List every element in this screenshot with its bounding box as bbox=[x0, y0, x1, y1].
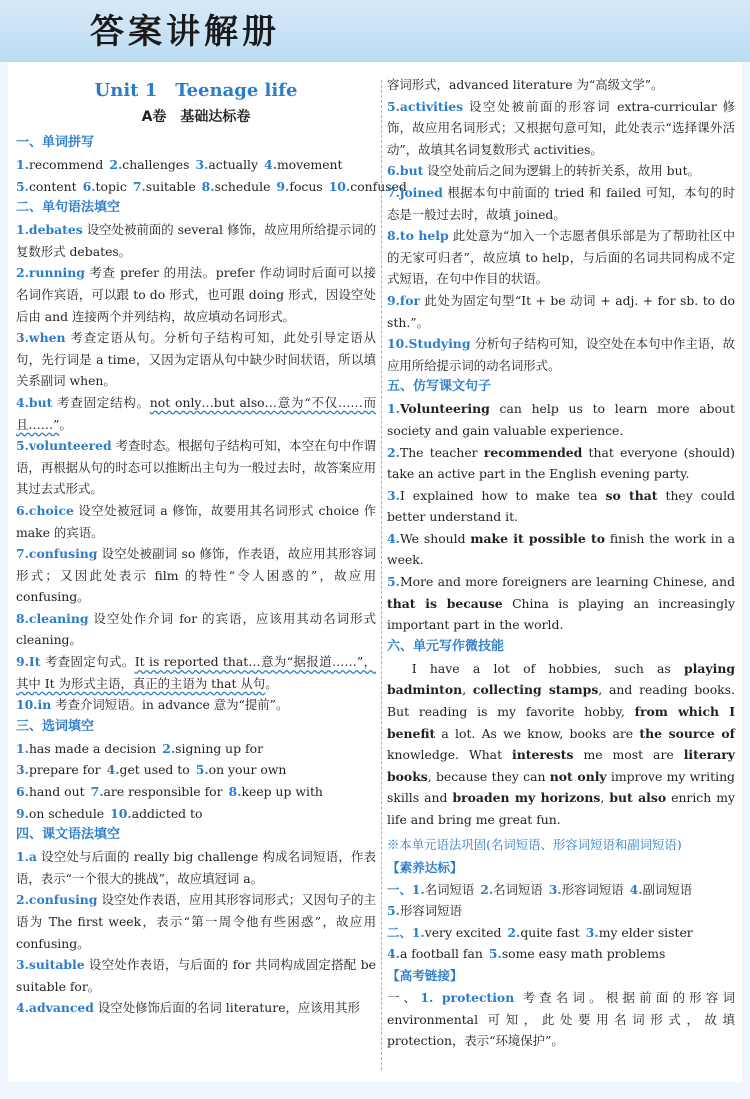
answer-text: 设空处作表语，应用其形容词形式；又因句子的主语为 The first week，表示“第一周令他有些困惑”，故应用 confusing。 bbox=[16, 892, 376, 951]
answer-text: 设空处作表语，与后面的 for 共同构成固定搭配 be suitable for。 bbox=[16, 957, 376, 994]
answer-row bbox=[16, 154, 376, 176]
answer-item bbox=[16, 651, 376, 694]
key-phrase: not only…but also…意为“不仅……而且……” bbox=[16, 394, 377, 432]
answer-item bbox=[387, 160, 735, 182]
answer-text: 考查时态。根据句子结构可知，本空在句中作谓语，再根据从句的时态可以推断出主句为一般过去时，故答案应用其过去式形式。 bbox=[16, 438, 376, 497]
answer-word: quite fast bbox=[520, 924, 580, 940]
answer-item bbox=[16, 262, 376, 327]
answer-entry bbox=[276, 176, 322, 198]
answer-number: 二、1. bbox=[387, 924, 425, 940]
answer-list bbox=[16, 846, 376, 1019]
key-phrase: broaden my horizons bbox=[452, 790, 601, 806]
answer-row bbox=[387, 879, 735, 901]
answer-entry bbox=[586, 922, 693, 944]
answer-text: 设空处被前面的形容词 extra-curricular 修饰，故应用名词形式；又根据句意可知，此处表示“选择课外活动”，故填其名词复数形式 activities。 bbox=[387, 98, 735, 157]
answer-word: keep up with bbox=[241, 784, 323, 800]
sentence-text: , and reading books. But reading is my favorite hobby, bbox=[387, 682, 735, 720]
answer-text: 此处意为“加入一个志愿者俱乐部是为了帮助社区中的无家可归者”，故应填 to help，与后面的名词共同构成不定式短语，在句中作目的状语。 bbox=[387, 228, 735, 287]
answer-item bbox=[387, 290, 735, 333]
answer-row bbox=[16, 759, 376, 781]
suyang-title: 【素养达标】 bbox=[387, 859, 463, 875]
answer-key: 7.confusing bbox=[16, 546, 98, 562]
answer-word: movement bbox=[276, 157, 343, 172]
answer-key: 2.confusing bbox=[16, 892, 98, 908]
key-phrase: the source of bbox=[639, 725, 735, 741]
answer-item bbox=[387, 182, 735, 225]
model-sentence bbox=[387, 571, 735, 636]
answer-key: 4.but bbox=[16, 394, 53, 410]
answer-number: 一、1. bbox=[387, 881, 425, 897]
answer-text: 考查 prefer 的用法。prefer 作动词时后面可以接名词作宾语，可以跟 to do 形式，也可跟 doing 形式，因设空处后由 and 连接两个并列结构，故应填动名词形式。 bbox=[16, 265, 376, 324]
answer-word: on schedule bbox=[28, 805, 105, 821]
answer-number: 1. bbox=[16, 157, 29, 172]
right-column bbox=[387, 74, 735, 1052]
answer-number: 10. bbox=[328, 178, 351, 194]
sentence-text: The teacher bbox=[399, 444, 484, 460]
answer-entry bbox=[16, 781, 85, 803]
answer-entry bbox=[229, 781, 323, 803]
sentence-text: , because they can bbox=[427, 768, 550, 784]
answer-word: signing up for bbox=[175, 740, 264, 756]
model-sentence bbox=[387, 485, 735, 528]
answer-word: prepare for bbox=[28, 762, 101, 778]
answer-entry bbox=[109, 154, 189, 176]
answer-text: 考查定语从句。分析句子结构可知，此处引导定语从句，先行词是 a time，又因为定语从句中缺少时间状语，所以填关系副词 when。 bbox=[16, 330, 377, 389]
answer-entry bbox=[630, 879, 693, 901]
sentence-text: they could better understand it. bbox=[387, 487, 735, 525]
key-phrase: playing badminton bbox=[387, 660, 735, 698]
writing-paragraph bbox=[387, 658, 735, 831]
answer-word: 名词短语 bbox=[493, 881, 543, 897]
answer-word: challenges bbox=[122, 157, 190, 172]
answer-entry bbox=[387, 943, 483, 965]
section-title-writing: 六、单元写作微技能 bbox=[387, 638, 505, 654]
answer-number: 7. bbox=[90, 784, 104, 800]
sentence-text: , bbox=[462, 682, 473, 698]
answer-word: 副词短语 bbox=[642, 881, 693, 897]
key-phrase: It is reported that…意为“据报道……”，其中 It 为形式主语，真正的主语为 that 从句 bbox=[16, 654, 376, 691]
answer-row bbox=[387, 943, 735, 965]
answer-key: 9.for bbox=[387, 292, 421, 308]
answer-word: some easy math problems bbox=[501, 946, 666, 962]
answer-word: addicted to bbox=[131, 805, 203, 821]
answer-number: 7. bbox=[132, 178, 146, 194]
answer-row bbox=[16, 803, 376, 825]
answer-number: 5. bbox=[16, 178, 29, 194]
answer-word: are responsible for bbox=[103, 784, 223, 800]
answer-number: 1. bbox=[16, 740, 29, 756]
gaokao-title: 【高考链接】 bbox=[387, 967, 463, 983]
answer-key: 8.cleaning bbox=[16, 610, 89, 626]
answer-entry bbox=[195, 154, 258, 176]
grammar-review-title: ※本单元语法巩固(名词短语、形容词短语和副词短语) bbox=[387, 836, 682, 852]
key-phrase: from which I benefit bbox=[387, 704, 736, 741]
section-title-spelling: 一、单词拼写 bbox=[16, 135, 95, 150]
answer-number: 8. bbox=[201, 178, 215, 194]
answer-text: 分析句子结构可知，设空处在本句中作主语，故应用所给提示词的动名词形式。 bbox=[387, 336, 735, 373]
section-title-imitation: 五、仿写课文句子 bbox=[387, 379, 492, 395]
answer-text: 设空处被前面的 several 修饰，故应用所给提示词的复数形式 debates。 bbox=[16, 222, 376, 259]
answer-text: 此处为固定句型“It + be 动词 + adj. + for sb. to do sth.”。 bbox=[387, 292, 735, 330]
sentence-text: a lot. As we know, books are bbox=[435, 725, 640, 741]
sentence-number: 1. bbox=[387, 401, 400, 417]
answer-text: 设空处前后之间为逻辑上的转折关系，故用 but。 bbox=[427, 163, 700, 179]
paper-subtitle: A卷 基础达标卷 bbox=[141, 109, 251, 125]
answer-entry bbox=[507, 922, 579, 944]
sentence-text: More and more foreigners are learning Chinese, and bbox=[399, 574, 735, 590]
model-sentence bbox=[387, 398, 735, 441]
section-title-grammar-fill: 二、单句语法填空 bbox=[16, 200, 121, 216]
answer-text: 考查介词短语。in advance 意为“提前”。 bbox=[55, 697, 289, 713]
answer-number: 2. bbox=[109, 157, 123, 172]
answer-item bbox=[16, 327, 376, 392]
sentence-text: We should bbox=[399, 530, 471, 546]
answer-key: 4.advanced bbox=[16, 1000, 94, 1016]
answer-number: 3. bbox=[16, 762, 29, 778]
section-title-word-choice: 三、选词填空 bbox=[16, 718, 95, 734]
answer-key: 5.volunteered bbox=[16, 438, 112, 454]
answer-entry bbox=[480, 879, 543, 901]
answer-number: 3. bbox=[195, 157, 209, 172]
answer-item bbox=[387, 96, 735, 161]
answer-page bbox=[8, 62, 742, 1082]
sentence-text: I explained how to make tea bbox=[399, 487, 606, 503]
answer-number: 5. bbox=[387, 903, 400, 919]
sentence-text: improve my writing skills and bbox=[387, 768, 735, 806]
answer-item bbox=[16, 392, 376, 435]
answer-prefix: 一、 bbox=[387, 989, 421, 1005]
model-sentence bbox=[387, 442, 735, 485]
answer-item bbox=[16, 608, 376, 651]
answer-number: 9. bbox=[16, 805, 29, 821]
answer-word: a football fan bbox=[399, 946, 483, 962]
answer-number: 2. bbox=[480, 881, 494, 897]
answer-item bbox=[16, 846, 376, 889]
page-title: 答案讲解册 bbox=[90, 12, 280, 52]
answer-number: 5. bbox=[488, 946, 502, 962]
answer-item bbox=[16, 543, 376, 608]
answer-item bbox=[16, 694, 376, 716]
continued-text: 容词形式，advanced literature 为“高级文学”。 bbox=[387, 77, 664, 92]
answer-word: content bbox=[28, 178, 77, 194]
answer-text: 设空处与后面的 really big challenge 构成名词短语，作表语，表示“一个很大的挑战”，故应填冠词 a。 bbox=[16, 849, 376, 886]
answer-item bbox=[387, 333, 735, 376]
answer-entry bbox=[107, 759, 190, 781]
sentence-text: finish the work in a week. bbox=[387, 530, 735, 568]
answer-item bbox=[16, 997, 376, 1019]
answer-text: 考查名词。根据前面的形容词 environmental 可知，此处要用名词形式，故填 protection，表示“环境保护”。 bbox=[387, 989, 735, 1049]
answer-entry bbox=[387, 879, 474, 901]
key-phrase: Volunteering bbox=[399, 401, 490, 417]
answer-entry bbox=[16, 176, 77, 198]
answer-entry bbox=[196, 759, 287, 781]
answer-word: 形容词短语 bbox=[399, 903, 462, 919]
answer-entry bbox=[387, 922, 501, 944]
answer-key: 8.to help bbox=[387, 228, 449, 244]
answer-word: schedule bbox=[214, 178, 271, 194]
answer-item bbox=[16, 435, 376, 500]
answer-entry bbox=[202, 176, 271, 198]
answer-word: hand out bbox=[28, 784, 85, 800]
answer-word: topic bbox=[95, 178, 127, 194]
answer-key: 2.running bbox=[16, 265, 85, 281]
answer-text: 设空处被冠词 a 修饰，故要用其名词形式 choice 作 make 的宾语。 bbox=[16, 502, 376, 540]
answer-number: 4. bbox=[264, 157, 277, 172]
answer-list bbox=[387, 96, 735, 377]
answer-entry bbox=[387, 900, 462, 922]
answer-row bbox=[16, 738, 376, 760]
answer-number: 4. bbox=[629, 881, 643, 897]
answer-key: 6.but bbox=[387, 163, 424, 179]
answer-number: 2. bbox=[507, 924, 521, 940]
answer-text: 设空处修饰后面的名词 literature，应该用其形 bbox=[97, 1000, 360, 1016]
sentence-number: 5. bbox=[387, 574, 400, 590]
answer-number: 8. bbox=[228, 784, 242, 800]
answer-key: 5.activities bbox=[387, 98, 464, 114]
answer-word: get used to bbox=[119, 762, 190, 778]
answer-number: 4. bbox=[106, 762, 120, 778]
answer-item bbox=[387, 225, 735, 290]
key-phrase: so that bbox=[605, 487, 658, 503]
sentence-text: China is playing an increasingly important part in the world. bbox=[387, 595, 735, 633]
answer-key: 1.a bbox=[16, 849, 37, 865]
sentence-number: 4. bbox=[387, 530, 400, 546]
answer-number: 10. bbox=[110, 805, 132, 821]
answer-row bbox=[387, 922, 735, 944]
answer-entry bbox=[16, 738, 156, 760]
answer-text: 。 bbox=[59, 416, 72, 432]
answer-list bbox=[16, 435, 376, 651]
answer-entry bbox=[91, 781, 223, 803]
answer-word: focus bbox=[289, 178, 323, 194]
answer-word: on your own bbox=[208, 762, 287, 778]
answer-row bbox=[16, 176, 407, 198]
answer-word: suitable bbox=[145, 178, 196, 194]
answer-item bbox=[16, 219, 376, 262]
answer-key: 10.in bbox=[16, 697, 52, 713]
sentence-text: knowledge. What bbox=[387, 747, 513, 763]
answer-entry bbox=[83, 176, 127, 198]
answer-word: very excited bbox=[424, 924, 502, 940]
answer-key: 6.choice bbox=[16, 502, 74, 518]
answer-word: 名词短语 bbox=[424, 881, 475, 897]
answer-key: 9.It bbox=[16, 654, 41, 670]
model-sentence bbox=[387, 528, 735, 571]
sentence-number: 3. bbox=[387, 487, 400, 503]
sentence-text: I have a lot of hobbies, such as bbox=[411, 660, 685, 676]
answer-text: 。 bbox=[265, 675, 278, 691]
answer-entry bbox=[133, 176, 196, 198]
header-banner bbox=[0, 0, 750, 62]
answer-key: 1.debates bbox=[16, 222, 83, 238]
sentence-text: , bbox=[600, 790, 610, 806]
answer-key: 3.suitable bbox=[16, 957, 85, 973]
answer-text: 考查固定结构。 bbox=[57, 394, 150, 410]
answer-number: 3. bbox=[548, 881, 562, 897]
sentence-list bbox=[387, 398, 735, 636]
answer-text: 根据本句中前面的 tried 和 failed 可知，本句的时态是一般过去时，故填 joined。 bbox=[387, 184, 735, 222]
answer-item bbox=[16, 889, 376, 954]
key-phrase: not only bbox=[549, 768, 607, 784]
answer-entry bbox=[16, 803, 104, 825]
answer-word: recommend bbox=[28, 157, 104, 172]
answer-entry bbox=[16, 759, 101, 781]
answer-number: 2. bbox=[162, 740, 176, 756]
answer-entry bbox=[110, 803, 202, 825]
key-phrase: but also bbox=[609, 790, 667, 806]
answer-number: 6. bbox=[82, 178, 96, 194]
answer-list bbox=[16, 219, 376, 392]
key-phrase: interests bbox=[512, 747, 574, 763]
answer-text: 设空处被副词 so 修饰，作表语，故应用其形容词形式；又因此处表示 film 的特性“令人困惑的”，故应用 confusing。 bbox=[16, 546, 376, 605]
answer-word: actually bbox=[208, 157, 258, 172]
section-title-text-grammar: 四、课文语法填空 bbox=[16, 827, 121, 843]
answer-key: 10.Studying bbox=[387, 336, 471, 352]
answer-word: 形容词短语 bbox=[561, 881, 624, 897]
answer-entry bbox=[16, 154, 103, 176]
answer-row bbox=[387, 900, 735, 922]
answer-word: confused bbox=[350, 178, 407, 194]
answer-key: 1. protection bbox=[420, 989, 515, 1005]
key-phrase: literary books bbox=[387, 747, 735, 784]
sentence-number: 2. bbox=[387, 444, 400, 460]
answer-entry bbox=[264, 154, 343, 176]
sentence-text: can help us to learn more about society and gain valuable experience. bbox=[387, 401, 735, 438]
answer-item bbox=[16, 954, 376, 997]
answer-item bbox=[16, 500, 376, 543]
answer-row bbox=[16, 781, 376, 803]
answer-number: 6. bbox=[16, 784, 29, 800]
answer-number: 4. bbox=[387, 946, 400, 962]
key-phrase: recommended bbox=[483, 444, 583, 460]
key-phrase: collecting stamps bbox=[472, 682, 599, 698]
answer-word: my elder sister bbox=[598, 924, 693, 940]
sentence-text: that everyone (should) take an active part in the English evening party. bbox=[387, 444, 735, 482]
key-phrase: that is because bbox=[387, 595, 503, 611]
answer-number: 3. bbox=[585, 924, 599, 940]
sentence-text: enrich my life and bring me great fun. bbox=[387, 790, 735, 827]
answer-text: 考查固定句式。 bbox=[44, 654, 135, 670]
answer-entry bbox=[162, 738, 263, 760]
sentence-text: me most are bbox=[573, 747, 684, 763]
unit-title: Unit 1 Teenage life bbox=[94, 80, 298, 101]
answer-number: 5. bbox=[195, 762, 209, 778]
answer-word: has made a decision bbox=[28, 740, 157, 756]
key-phrase: make it possible to bbox=[470, 530, 605, 546]
answer-key: 7.joined bbox=[387, 184, 443, 200]
column-divider bbox=[381, 80, 382, 1070]
answer-item bbox=[387, 987, 735, 1052]
answer-entry bbox=[489, 943, 665, 965]
answer-text: 设空处作介词 for 的宾语，应该用其动名词形式 cleaning。 bbox=[16, 610, 376, 648]
answer-entry bbox=[549, 879, 624, 901]
answer-key: 3.when bbox=[16, 330, 66, 346]
answer-number: 9. bbox=[276, 178, 290, 194]
